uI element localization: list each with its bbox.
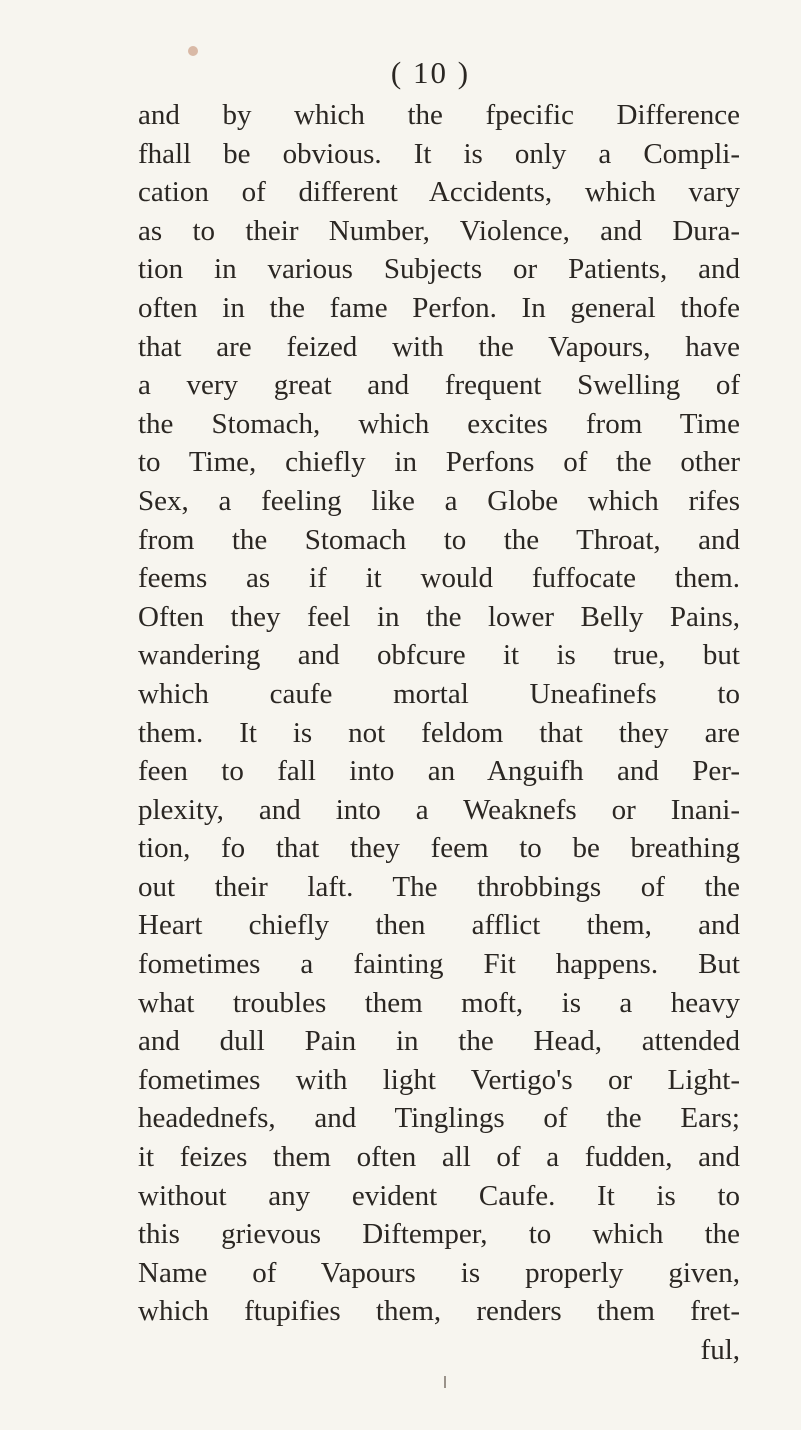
text-line: Heart chiefly then afflict them, and <box>138 909 740 942</box>
text-line: Sex, a feeling like a Globe which rifes <box>138 484 740 517</box>
text-line: them. It is not feldom that they are <box>138 716 740 749</box>
text-line: as to their Number, Violence, and Dura- <box>138 214 740 247</box>
text-line: feen to fall into an Anguifh and Per- <box>138 755 740 788</box>
text-line: and dull Pain in the Head, attended <box>138 1025 740 1058</box>
text-line: from the Stomach to the Throat, and <box>138 523 740 556</box>
text-line: which caufe mortal Uneafinefs to <box>138 677 740 710</box>
print-mark <box>444 1376 446 1388</box>
body-text <box>138 96 740 1370</box>
text-line: tion in various Subjects or Patients, and <box>138 253 740 286</box>
text-line: tion, fo that they feem to be breathing <box>138 832 740 865</box>
text-line: that are feized with the Vapours, have <box>138 330 740 363</box>
text-line: cation of different Accidents, which vary <box>138 176 740 209</box>
text-line: feems as if it would fuffocate them. <box>138 562 740 595</box>
text-line: fometimes a fainting Fit happens. But <box>138 948 740 981</box>
text-line: plexity, and into a Weaknefs or Inani- <box>138 793 740 826</box>
text-line: and by which the fpecific Difference <box>138 99 740 131</box>
text-line: which ftupifies them, renders them fret- <box>138 1295 740 1328</box>
text-line: wandering and obfcure it is true, but <box>138 639 740 672</box>
text-line: without any evident Caufe. It is to <box>138 1179 740 1212</box>
text-line: to Time, chiefly in Perfons of the other <box>138 446 740 479</box>
text-line: out their laft. The throbbings of the <box>138 870 740 903</box>
text-line: headednefs, and Tinglings of the Ears; <box>138 1102 740 1135</box>
catchword: ful, <box>700 1334 740 1366</box>
text-line: Often they feel in the lower Belly Pains, <box>138 600 740 633</box>
text-line: often in the fame Perfon. In general thofe <box>138 291 740 324</box>
text-line: a very great and frequent Swelling of <box>138 369 740 402</box>
text-line: the Stomach, which excites from Time <box>138 407 740 440</box>
text-line: what troubles them moft, is a heavy <box>138 986 740 1019</box>
page-number: ( 10 ) <box>390 55 471 90</box>
text-line: Name of Vapours is properly given, <box>138 1256 740 1289</box>
text-line: this grievous Diftemper, to which the <box>138 1218 740 1251</box>
text-line: it feizes them often all of a fudden, and <box>138 1141 740 1174</box>
text-line: fometimes with light Vertigo's or Light- <box>138 1063 740 1096</box>
text-line: fhall be obvious. It is only a Compli- <box>138 137 740 170</box>
